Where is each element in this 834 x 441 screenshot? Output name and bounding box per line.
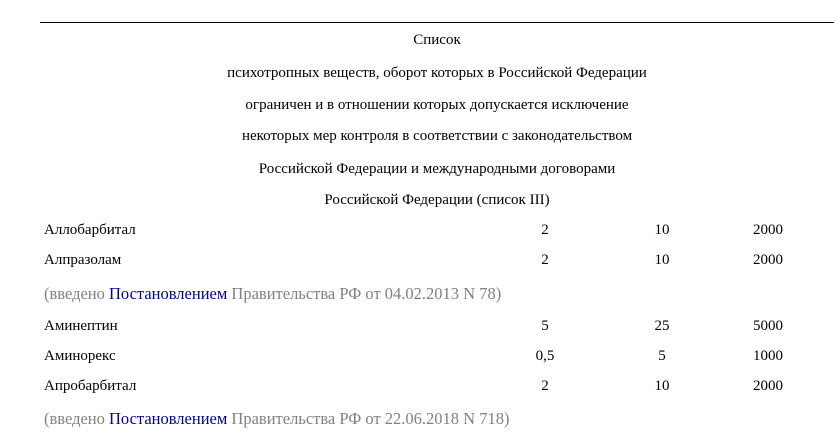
amendment-note (44, 409, 509, 429)
substance-name: Аллобарбитал (44, 222, 136, 238)
heading-line-5: Российской Федерации (список III) (324, 192, 550, 208)
value-col-1: 0,5 (535, 348, 555, 364)
value-col-2: 25 (654, 318, 670, 334)
table-row (0, 347, 834, 365)
value-col-2: 10 (654, 252, 670, 268)
value-col-1: 5 (541, 318, 549, 334)
value-col-2: 10 (654, 378, 670, 394)
heading-title: Список (413, 32, 461, 48)
value-col-1: 2 (541, 378, 549, 394)
heading-line-3: некоторых мер контроля в соответствии с законодательством (241, 128, 633, 144)
value-col-3: 2000 (753, 378, 783, 394)
note-suffix: Правительства РФ от 22.06.2018 N 718) (227, 409, 510, 428)
table-row (0, 317, 834, 335)
table-row (0, 221, 834, 239)
substance-name: Аминептин (44, 318, 118, 334)
value-col-2: 10 (654, 222, 670, 238)
value-col-3: 2000 (753, 252, 783, 268)
substance-name: Аминорекс (44, 348, 116, 364)
value-col-2: 5 (658, 348, 666, 364)
table-row (0, 377, 834, 395)
value-col-3: 2000 (753, 222, 783, 238)
heading-line-2: ограничен и в отношении которых допускается исключение (245, 97, 629, 113)
amendment-note (44, 284, 501, 304)
heading-line-1: психотропных веществ, оборот которых в Российской Федерации (227, 65, 647, 81)
note-suffix: Правительства РФ от 04.02.2013 N 78) (227, 284, 502, 303)
resolution-link[interactable]: Постановлением (109, 284, 228, 303)
value-col-3: 5000 (753, 318, 783, 334)
value-col-1: 2 (541, 222, 549, 238)
resolution-link[interactable]: Постановлением (109, 409, 228, 428)
note-prefix: (введено (44, 284, 110, 303)
top-rule (40, 22, 834, 23)
table-row (0, 251, 834, 269)
substance-name: Апробарбитал (44, 378, 137, 394)
heading-line-4: Российской Федерации и международными договорами (258, 161, 616, 177)
substance-name: Алпразолам (44, 252, 122, 268)
value-col-1: 2 (541, 252, 549, 268)
value-col-3: 1000 (753, 348, 783, 364)
note-prefix: (введено (44, 409, 110, 428)
